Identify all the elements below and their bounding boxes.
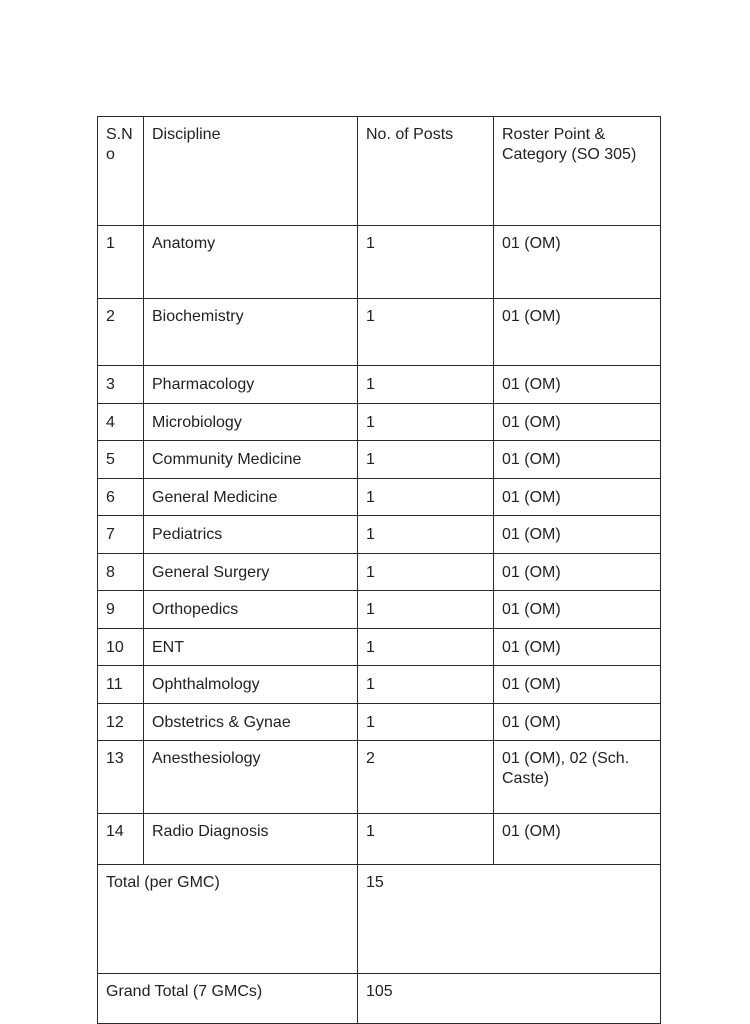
cell-posts: 1 bbox=[358, 366, 494, 404]
cell-sno: 9 bbox=[98, 591, 144, 629]
cell-discipline: General Medicine bbox=[144, 478, 358, 516]
posts-table bbox=[97, 116, 661, 1024]
header-discipline: Discipline bbox=[144, 117, 358, 226]
table-row bbox=[98, 478, 661, 516]
total-value: 15 bbox=[358, 865, 661, 974]
cell-roster: 01 (OM) bbox=[494, 628, 661, 666]
table-row bbox=[98, 403, 661, 441]
cell-discipline: Anesthesiology bbox=[144, 741, 358, 814]
cell-posts: 1 bbox=[358, 628, 494, 666]
cell-posts: 1 bbox=[358, 666, 494, 704]
cell-roster: 01 (OM) bbox=[494, 366, 661, 404]
cell-roster: 01 (OM) bbox=[494, 516, 661, 554]
table-row bbox=[98, 666, 661, 704]
cell-roster: 01 (OM) bbox=[494, 441, 661, 479]
cell-discipline: ENT bbox=[144, 628, 358, 666]
cell-posts: 1 bbox=[358, 226, 494, 299]
total-label: Total (per GMC) bbox=[98, 865, 358, 974]
grand-total-value: 105 bbox=[358, 974, 661, 1024]
cell-sno: 3 bbox=[98, 366, 144, 404]
table-row bbox=[98, 628, 661, 666]
cell-posts: 1 bbox=[358, 814, 494, 865]
cell-sno: 7 bbox=[98, 516, 144, 554]
cell-roster: 01 (OM) bbox=[494, 666, 661, 704]
cell-roster: 01 (OM) bbox=[494, 814, 661, 865]
cell-sno: 11 bbox=[98, 666, 144, 704]
cell-sno: 12 bbox=[98, 703, 144, 741]
table-row bbox=[98, 366, 661, 404]
cell-roster: 01 (OM) bbox=[494, 299, 661, 366]
table-row bbox=[98, 814, 661, 865]
cell-posts: 1 bbox=[358, 703, 494, 741]
cell-sno: 2 bbox=[98, 299, 144, 366]
table-row bbox=[98, 553, 661, 591]
cell-posts: 1 bbox=[358, 553, 494, 591]
cell-roster: 01 (OM), 02 (Sch. Caste) bbox=[494, 741, 661, 814]
table-row bbox=[98, 299, 661, 366]
cell-posts: 1 bbox=[358, 591, 494, 629]
table-row bbox=[98, 591, 661, 629]
cell-posts: 1 bbox=[358, 403, 494, 441]
grand-total-label: Grand Total (7 GMCs) bbox=[98, 974, 358, 1024]
cell-sno: 4 bbox=[98, 403, 144, 441]
cell-posts: 1 bbox=[358, 299, 494, 366]
cell-discipline: General Surgery bbox=[144, 553, 358, 591]
cell-sno: 8 bbox=[98, 553, 144, 591]
cell-discipline: Radio Diagnosis bbox=[144, 814, 358, 865]
table-row bbox=[98, 741, 661, 814]
cell-posts: 1 bbox=[358, 516, 494, 554]
cell-roster: 01 (OM) bbox=[494, 703, 661, 741]
cell-sno: 13 bbox=[98, 741, 144, 814]
table-row bbox=[98, 441, 661, 479]
cell-discipline: Ophthalmology bbox=[144, 666, 358, 704]
total-row bbox=[98, 865, 661, 974]
cell-sno: 5 bbox=[98, 441, 144, 479]
table-row bbox=[98, 703, 661, 741]
cell-sno: 10 bbox=[98, 628, 144, 666]
cell-discipline: Obstetrics & Gynae bbox=[144, 703, 358, 741]
cell-sno: 1 bbox=[98, 226, 144, 299]
header-posts: No. of Posts bbox=[358, 117, 494, 226]
cell-roster: 01 (OM) bbox=[494, 403, 661, 441]
cell-posts: 1 bbox=[358, 478, 494, 516]
cell-sno: 14 bbox=[98, 814, 144, 865]
cell-roster: 01 (OM) bbox=[494, 478, 661, 516]
header-sno: S.No bbox=[98, 117, 144, 226]
cell-discipline: Community Medicine bbox=[144, 441, 358, 479]
cell-discipline: Biochemistry bbox=[144, 299, 358, 366]
cell-discipline: Anatomy bbox=[144, 226, 358, 299]
cell-discipline: Microbiology bbox=[144, 403, 358, 441]
table-header-row bbox=[98, 117, 661, 226]
cell-posts: 2 bbox=[358, 741, 494, 814]
cell-roster: 01 (OM) bbox=[494, 226, 661, 299]
table-row bbox=[98, 516, 661, 554]
grand-total-row bbox=[98, 974, 661, 1024]
cell-roster: 01 (OM) bbox=[494, 591, 661, 629]
cell-posts: 1 bbox=[358, 441, 494, 479]
header-roster: Roster Point & Category (SO 305) bbox=[494, 117, 661, 226]
cell-discipline: Pharmacology bbox=[144, 366, 358, 404]
table-row bbox=[98, 226, 661, 299]
cell-sno: 6 bbox=[98, 478, 144, 516]
cell-discipline: Pediatrics bbox=[144, 516, 358, 554]
cell-roster: 01 (OM) bbox=[494, 553, 661, 591]
cell-discipline: Orthopedics bbox=[144, 591, 358, 629]
